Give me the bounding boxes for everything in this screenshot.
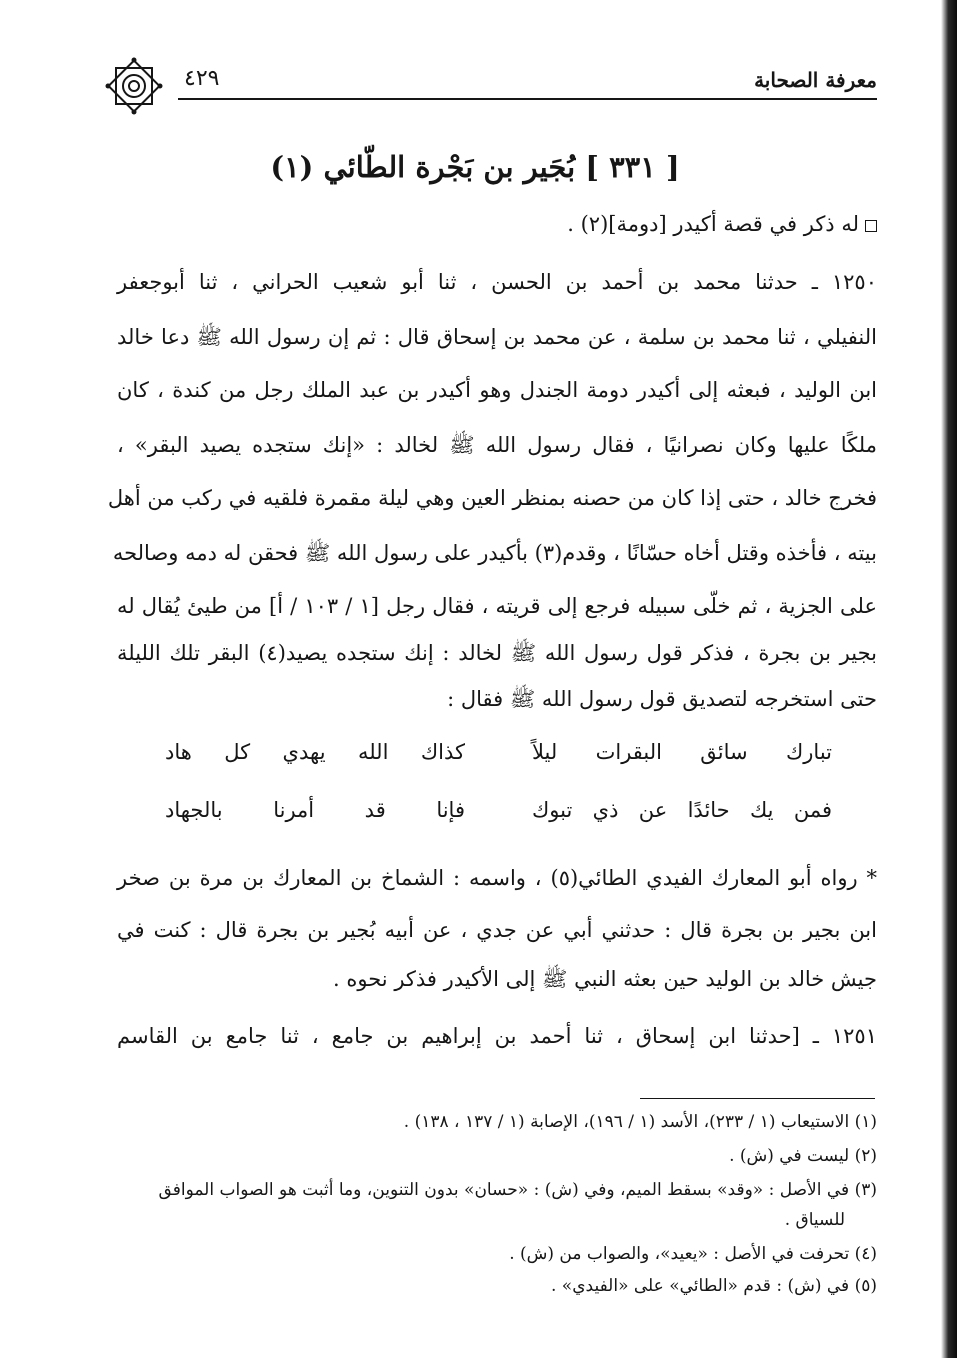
ornament-icon xyxy=(104,56,164,116)
footnote-rule xyxy=(640,1098,875,1099)
hadith-1250-line: النفيلي ، ثنا محمد بن سلمة ، عن محمد بن إسحاق قال : ثم إن رسول الله ﷺ دعا خالد xyxy=(117,325,877,349)
footnote: (١) الاستيعاب (١ / ٢٣٣)، الأسد (١ / ١٩٦)، الإصابة (١ / ١٣٧ ، ١٣٨) . xyxy=(403,1112,877,1132)
poem-hemistich: فمن يك حائدًا عن ذي تبوك xyxy=(532,798,832,822)
poem-hemistich: تبارك سائق البقرات ليلاً xyxy=(532,740,832,764)
page-binding-edge xyxy=(941,0,957,1358)
footnote: (٢) ليست في (ش) . xyxy=(729,1146,877,1166)
footnote: (٥) في (ش) : قدم «الطائي» على «الفيدي» . xyxy=(551,1276,877,1296)
narration-line: * رواه أبو المعارك الفيدي الطائي(٥) ، واسمه : الشماخ بن المعارك بن مرة بن صخر xyxy=(117,866,877,890)
hadith-1250-line: حتى استخرجه لتصديق قول رسول الله ﷺ فقال : xyxy=(447,687,877,711)
footnote: (٣) في الأصل : «وقد» بسقط الميم، وفي (ش) : «حسان» بدون التنوين، وما أثبت هو الصواب الموافق xyxy=(158,1180,877,1200)
footnote-continuation: للسياق . xyxy=(784,1210,845,1230)
narration-line: ابن بجير بن بجرة قال : حدثني أبي عن جدي ، عن أبيه بُجير بن بجرة قال : كنت في xyxy=(117,918,877,942)
hadith-1250-line: فخرج خالد ، حتى إذا كان من حصنه بمنظر العين وهي ليلة مقمرة فلقيه في ركب من أهل xyxy=(107,486,877,510)
hadith-1250-line: ١٢٥٠ ـ حدثنا محمد بن أحمد بن الحسن ، ثنا أبو شعيب الحراني ، ثنا أبوجعفر xyxy=(117,270,877,294)
hadith-1250-line: بجير بن بجرة ، فذكر قول رسول الله ﷺ لخالد : إنك ستجده يصيد(٤) البقر تلك الليلة xyxy=(117,641,877,665)
square-bullet-icon xyxy=(865,220,877,232)
hadith-1250-line: بيته ، فأخذه وقتل أخاه حسّانًا ، وقدم(٣) بأكيدر على رسول الله ﷺ فحقن له دمه وصالحه xyxy=(112,541,877,565)
poem-hemistich: كذاك الله يهدي كل هاد xyxy=(165,740,465,764)
narration-line: جيش خالد بن الوليد حين بعثه النبي ﷺ إلى الأكيدر فذكر نحوه . xyxy=(333,967,877,991)
hadith-1250-line: ملكًا عليها وكان نصرانيًا ، فقال رسول الله ﷺ لخالد : «إنك ستجده يصيد البقر» ، xyxy=(117,433,877,457)
hadith-1250-line: ابن الوليد ، فبعثه إلى أكيدر دومة الجندل وهو أكيدر بن عبد الملك رجل من كندة ، كان xyxy=(117,378,877,402)
hadith-1251-line: ١٢٥١ ـ [حدثنا ابن إسحاق ، ثنا أحمد بن إبراهيم بن جامع ، ثنا جامع بن القاسم xyxy=(117,1024,877,1048)
mention-text: له ذكر في قصة أكيدر [دومة](٢) . xyxy=(567,212,859,236)
running-header xyxy=(108,62,877,100)
footnote: (٤) تحرفت في الأصل : «يعيد»، والصواب من (ش) . xyxy=(509,1244,877,1264)
hadith-1250-line: على الجزية ، ثم خلّى سبيله فرجع إلى قريته ، فقال رجل [١ / ١٠٣ / أ] من طيئ يُقال له xyxy=(117,594,877,618)
entry-mention xyxy=(567,212,877,236)
page-number: ٤٢٩ xyxy=(184,66,220,91)
entry-heading: [ ٣٣١ ] بُجَير بن بَجْرة الطّائي (١) xyxy=(270,150,680,184)
header-title: معرفة الصحابة xyxy=(754,68,877,92)
poem-hemistich: فإنا قد أمرنا بالجهاد xyxy=(165,798,465,822)
header-rule xyxy=(178,98,877,100)
